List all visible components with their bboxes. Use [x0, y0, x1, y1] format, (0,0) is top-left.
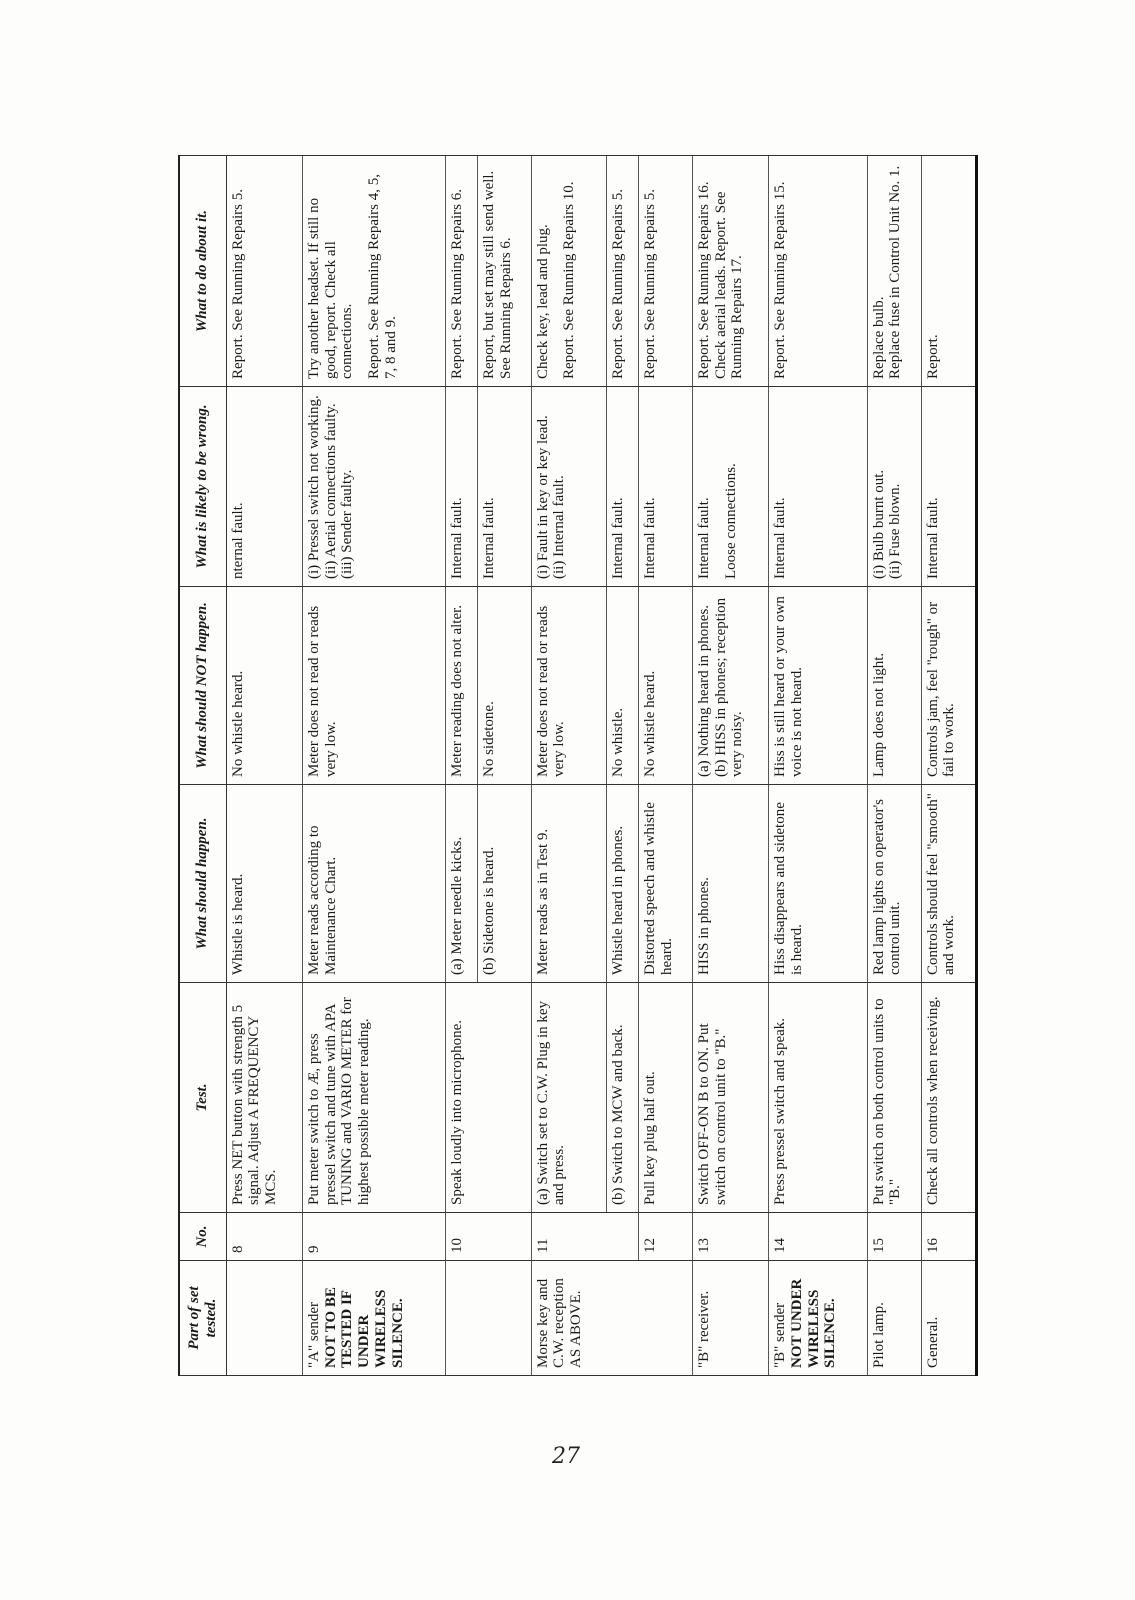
header-should: What should happen.: [179, 785, 226, 983]
cell-wrong: Internal fault.: [607, 387, 639, 587]
cell-should-not: No whistle.: [607, 587, 639, 785]
cell-no: 15: [867, 1213, 921, 1261]
cell-todo: Report. See Running Repairs 6.: [446, 156, 478, 387]
cell-test: (a) Switch set to C.W. Plug in key and press.: [531, 983, 607, 1213]
cell-no: 16: [921, 1213, 976, 1261]
table-row: [302, 156, 445, 1376]
cell-wrong: Internal fault.: [446, 387, 478, 587]
wrong-item: (ii) Internal fault.: [551, 475, 568, 579]
cell-wrong: [302, 387, 445, 587]
wrong-item: Internal fault.: [695, 497, 712, 579]
todo-item: Replace bulb.: [870, 296, 887, 379]
cell-should-not: Hiss is still heard or your own voice is not heard.: [769, 587, 868, 785]
cell-todo: Report.: [921, 156, 976, 387]
wrong-item: (ii) Aerial connections faulty.: [322, 403, 339, 579]
table-row: [638, 156, 692, 1376]
cell-should: Controls should feel "smooth" and work.: [921, 785, 976, 983]
cell-todo: [867, 156, 921, 387]
header-should-not: What should NOT happen.: [179, 587, 226, 785]
cell-todo: Report. See Running Repairs 5.: [226, 156, 302, 387]
todo-item: Report. See Running Repairs 16.: [695, 181, 712, 379]
cell-no: 13: [692, 1213, 768, 1261]
wrong-item: (i) Pressel switch not working.: [305, 395, 322, 579]
cell-test: Speak loudly into microphone.: [446, 983, 478, 1213]
cell-wrong: [692, 387, 768, 587]
cell-part: [769, 1261, 868, 1376]
wrong-item: Loose connections.: [722, 463, 739, 579]
cell-todo: Report. See Running Repairs 15.: [769, 156, 868, 387]
todo-item: Try another headset. If still no good, report. Check all connections.: [305, 197, 356, 379]
cell-part: [446, 1261, 478, 1376]
cell-wrong: [867, 387, 921, 587]
cell-should: Meter reads according to Maintenance Chart.: [302, 785, 445, 983]
table-row: [607, 156, 639, 1376]
cell-should: (b) Sidetone is heard.: [477, 785, 531, 983]
table-row: [226, 156, 302, 1376]
cell-test: (b) Switch to MCW and back.: [607, 983, 639, 1213]
wrong-item: (ii) Fuse blown.: [887, 483, 904, 579]
cell-todo: Report. See Running Repairs 5.: [638, 156, 692, 387]
part-label: "B" sender: [772, 1302, 789, 1368]
cell-should-not: No whistle heard.: [226, 587, 302, 785]
table-row: [531, 156, 607, 1376]
cell-todo: [692, 156, 768, 387]
part-warning: NOT TO BE TESTED IF UNDER WIRELESS SILENCE.: [322, 1287, 406, 1368]
cell-test: Check all controls when receiving.: [921, 983, 976, 1213]
should-not-item: (b) HISS in phones; reception very noisy.: [712, 597, 746, 777]
fault-finding-table: [178, 155, 978, 1376]
cell-todo: [302, 156, 445, 387]
cell-no: [607, 1213, 639, 1261]
cell-should: Hiss disappears and sidetone is heard.: [769, 785, 868, 983]
wrong-item: (iii) Sender faulty.: [339, 469, 356, 579]
cell-should: (a) Meter needle kicks.: [446, 785, 478, 983]
cell-test: Pull key plug half out.: [638, 983, 692, 1213]
part-label: "A" sender: [305, 1302, 322, 1368]
cell-part: [607, 1261, 639, 1376]
cell-should: Distorted speech and whistle heard.: [638, 785, 692, 983]
should-not-item: (a) Nothing heard in phones.: [695, 604, 712, 777]
cell-test: [477, 983, 531, 1213]
cell-should: Red lamp lights on operator's control unit.: [867, 785, 921, 983]
header-test: Test.: [179, 983, 226, 1213]
todo-item: Report. See Running Repairs 10.: [561, 181, 578, 379]
cell-part: General.: [921, 1261, 976, 1376]
cell-should-not: No sidetone.: [477, 587, 531, 785]
cell-should-not: No whistle heard.: [638, 587, 692, 785]
todo-item: Check key, lead and plug.: [534, 224, 551, 379]
table-row: [477, 156, 531, 1376]
cell-part: [477, 1261, 531, 1376]
cell-part: Morse key and C.W. reception AS ABOVE.: [531, 1261, 607, 1376]
cell-should: Meter reads as in Test 9.: [531, 785, 607, 983]
cell-should: Whistle is heard.: [226, 785, 302, 983]
cell-no: [477, 1213, 531, 1261]
table-row: [446, 156, 478, 1376]
cell-should-not: [692, 587, 768, 785]
todo-item: Replace fuse in Control Unit No. 1.: [887, 165, 904, 379]
table-row: [692, 156, 768, 1376]
cell-should-not: Controls jam, feel "rough" or fail to work.: [921, 587, 976, 785]
table-header-row: [179, 156, 226, 1376]
header-part: Part of set tested.: [179, 1261, 226, 1376]
cell-should-not: Meter reading does not alter.: [446, 587, 478, 785]
cell-part: [226, 1261, 302, 1376]
cell-no: 11: [531, 1213, 607, 1261]
cell-part: "B" receiver.: [692, 1261, 768, 1376]
cell-test: Put switch on both control units to "B.": [867, 983, 921, 1213]
cell-wrong: nternal fault.: [226, 387, 302, 587]
cell-wrong: Internal fault.: [769, 387, 868, 587]
cell-todo: [531, 156, 607, 387]
cell-no: 10: [446, 1213, 478, 1261]
todo-item: Report. See Running Repairs 4, 5, 7, 8 and 9.: [366, 174, 400, 379]
table-row: [921, 156, 976, 1376]
cell-part: [302, 1261, 445, 1376]
cell-no: 14: [769, 1213, 868, 1261]
header-todo: What to do about it.: [179, 156, 226, 387]
cell-wrong: Internal fault.: [921, 387, 976, 587]
table-row: [867, 156, 921, 1376]
cell-should-not: Lamp does not light.: [867, 587, 921, 785]
cell-should-not: Meter does not read or reads very low.: [302, 587, 445, 785]
cell-part: [638, 1261, 692, 1376]
cell-part: Pilot lamp.: [867, 1261, 921, 1376]
wrong-item: (i) Fault in key or key lead.: [534, 415, 551, 579]
cell-todo: Report, but set may still send well. See Running Repairs 6.: [477, 156, 531, 387]
cell-wrong: Internal fault.: [477, 387, 531, 587]
todo-item: Check aerial leads. Report. See Running Repairs 17.: [712, 191, 746, 379]
cell-no: 8: [226, 1213, 302, 1261]
cell-should-not: Meter does not read or reads very low.: [531, 587, 607, 785]
cell-should: Whistle heard in phones.: [607, 785, 639, 983]
part-warning: NOT UNDER WIRELESS SILENCE.: [788, 1278, 839, 1368]
header-wrong: What is likely to be wrong.: [179, 387, 226, 587]
cell-todo: Report. See Running Repairs 5.: [607, 156, 639, 387]
page-number: 27: [552, 1444, 580, 1469]
cell-should: HISS in phones.: [692, 785, 768, 983]
rotated-table-container: [178, 156, 978, 1376]
cell-wrong: [531, 387, 607, 587]
table-row: [769, 156, 868, 1376]
cell-test: Press NET button with strength 5 signal. Adjust A FREQUENCY MCS.: [226, 983, 302, 1213]
wrong-item: (i) Bulb burnt out.: [870, 469, 887, 579]
cell-test: Put meter switch to Æ, press pressel switch and tune with APA TUNING and VARIO METER for highest possible meter reading.: [302, 983, 445, 1213]
header-no: No.: [179, 1213, 226, 1261]
cell-no: 12: [638, 1213, 692, 1261]
cell-wrong: Internal fault.: [638, 387, 692, 587]
cell-test: Press pressel switch and speak.: [769, 983, 868, 1213]
cell-no: 9: [302, 1213, 445, 1261]
cell-test: Switch OFF-ON B to ON. Put switch on control unit to "B.": [692, 983, 768, 1213]
